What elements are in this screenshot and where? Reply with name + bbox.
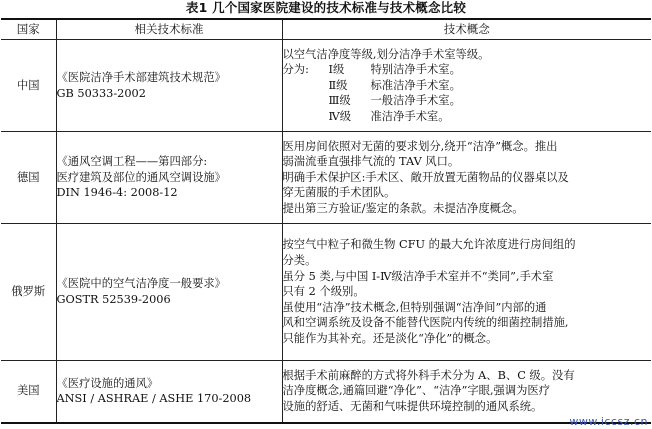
standard-title: 医疗建筑及部位的通风空调设施》 [56, 170, 226, 184]
concept-cell [282, 40, 651, 132]
grade-level: Ⅳ级 [328, 109, 352, 123]
table-row-russia [1, 224, 651, 361]
grade-row [283, 93, 652, 109]
grade-row [283, 78, 652, 94]
concept-line: 医用房间依照对无菌的要求划分,绕开“洁净”概念。推出 [282, 139, 558, 153]
standard-code: ANSI / ASHRAE / ASHE 170-2008 [56, 392, 252, 406]
table-header-row [1, 19, 651, 40]
table-row-usa [1, 361, 651, 423]
grade-level: Ⅰ级 [328, 63, 345, 77]
country-cell: 中国 [1, 40, 56, 132]
standard-code: GB 50333-2002 [56, 86, 146, 100]
concept-line: 穿无菌服的手术团队。 [282, 186, 396, 200]
standard-title: 《医疗设施的通风》 [56, 376, 159, 390]
grade-row [283, 62, 652, 78]
concept-line: 洁净度概念,通篇回避“净化”、“洁净”字眼,强调为医疗 [282, 384, 551, 398]
concept-cell [282, 224, 651, 361]
concept-line: 弱湍流垂直强排气流的 TAV 风口。 [282, 155, 460, 169]
standard-cell [56, 40, 282, 132]
site-watermark: www.iccsz.cn [569, 415, 648, 428]
standard-title: 《通风空调工程——第四部分: [56, 155, 208, 169]
grade-name: 准洁净手术室。 [370, 109, 450, 123]
concept-line: 只能作为其补充。还是淡化“净化”的概念。 [282, 331, 498, 345]
grade-level: Ⅱ级 [328, 78, 348, 92]
grade-name: 一般洁净手术室。 [370, 94, 461, 108]
table-caption: 表1 几个国家医院建设的技术标准与技术概念比较 [185, 0, 467, 15]
concept-line: 根据手术前麻醉的方式将外科手术分为 A、B、C 级。没有 [282, 368, 575, 382]
grade-lead-label: 分为: [282, 63, 309, 77]
concept-line: 提出第三方验证/鉴定的条款。未提洁净度概念。 [282, 201, 524, 215]
header-concept: 技术概念 [282, 19, 651, 40]
table-row-germany [1, 132, 651, 224]
grade-row [283, 109, 652, 125]
standard-title: 《医院中的空气洁净度一般要求》 [56, 277, 226, 291]
concept-line: 分类。 [282, 254, 317, 268]
concept-line: 虽分 5 类,与中国 Ⅰ-Ⅳ级洁净手术室并不“类同”,手术室 [282, 269, 554, 283]
grade-name: 特别洁净手术室。 [370, 63, 461, 77]
concept-line: 只有 2 个级别。 [282, 285, 365, 299]
concept-line: 设施的舒适、无菌和气味提供环境控制的通风系统。 [282, 400, 543, 414]
grade-name: 标准洁净手术室。 [370, 78, 461, 92]
concept-line: 风和空调系统及设备不能替代医院内传统的细菌控制措施, [282, 316, 569, 330]
standard-code: DIN 1946-4: 2008-12 [56, 186, 178, 200]
standard-cell [56, 224, 282, 361]
standard-code: GOSTR 52539-2006 [56, 293, 171, 306]
concept-cell [282, 132, 651, 224]
concept-line: 以空气洁净度等级,划分洁净手术室等级。 [282, 47, 490, 61]
header-standard: 相关技术标准 [56, 19, 282, 40]
standard-cell [56, 361, 282, 423]
country-cell: 俄罗斯 [1, 224, 56, 361]
standard-cell [56, 132, 282, 224]
standards-comparison-table [1, 18, 651, 424]
concept-line: 明确手术保护区:手术区、敞开放置无菌物品的仪器桌以及 [282, 170, 569, 184]
country-cell: 德国 [1, 132, 56, 224]
concept-line: 按空气中粒子和微生物 CFU 的最大允许浓度进行房间组的 [282, 238, 576, 252]
country-cell: 美国 [1, 361, 56, 423]
header-country: 国家 [1, 19, 56, 40]
concept-cell [282, 361, 651, 423]
table-row-china [1, 40, 651, 132]
standard-title: 《医院洁净手术部建筑技术规范》 [56, 70, 226, 84]
grade-level: Ⅲ级 [328, 94, 351, 108]
concept-line: 虽使用“洁净”技术概念,但特别强调“洁净间”内部的通 [282, 300, 547, 314]
